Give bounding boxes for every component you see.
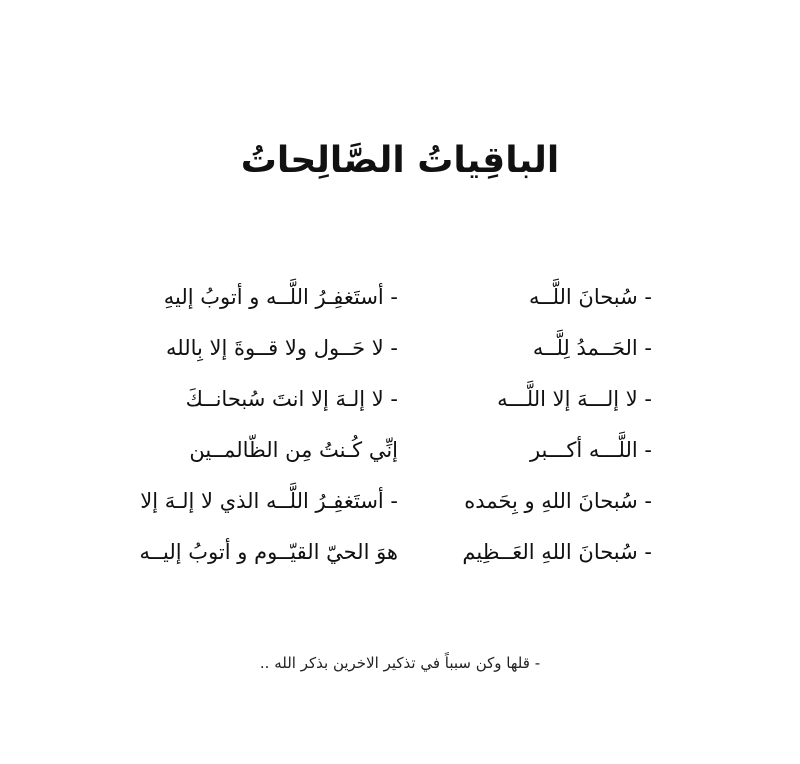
dhikr-line: - سُبحانَ اللهِ العَــظِيم <box>462 540 652 564</box>
dhikr-line: - لا إلـــهَ إلا اللَّـــه <box>497 387 652 411</box>
dhikr-line: - سُبحانَ اللهِ و بِحَمده <box>464 489 652 513</box>
dhikr-line: - اللَّـــه أكـــبر <box>529 438 652 462</box>
page-title: الباقِياتُ الصَّالِحاتُ <box>240 140 560 181</box>
dhikr-line: - سُبحانَ اللَّــه <box>529 285 652 309</box>
dhikr-line: - لا حَــول ولا قــوةَ إلا بِالله <box>166 336 398 360</box>
dhikr-line: - أستَغفِـرُ اللَّــه الذي لا إلـهَ إلا <box>140 489 398 513</box>
dhikr-line: - لا إلـهَ إلا انتَ سُبحانــكَ <box>185 387 398 411</box>
footer-note: - قلها وكن سبباً في تذكير الاخرين بذكر الله .. <box>259 654 541 672</box>
left-column <box>140 272 398 578</box>
dhikr-line: هوَ الحيّ القيّــوم و أتوبُ إليــه <box>139 540 398 564</box>
right-column <box>452 272 652 578</box>
dhikr-line: - الحَــمدُ لِلَّــه <box>532 336 652 360</box>
dhikr-line: - أستَغفِـرُ اللَّــه و أتوبُ إليهِ <box>163 285 398 309</box>
dhikr-columns <box>140 272 660 572</box>
dhikr-line: إنِّي كُـنتُ مِن الظّالمــين <box>189 438 398 462</box>
